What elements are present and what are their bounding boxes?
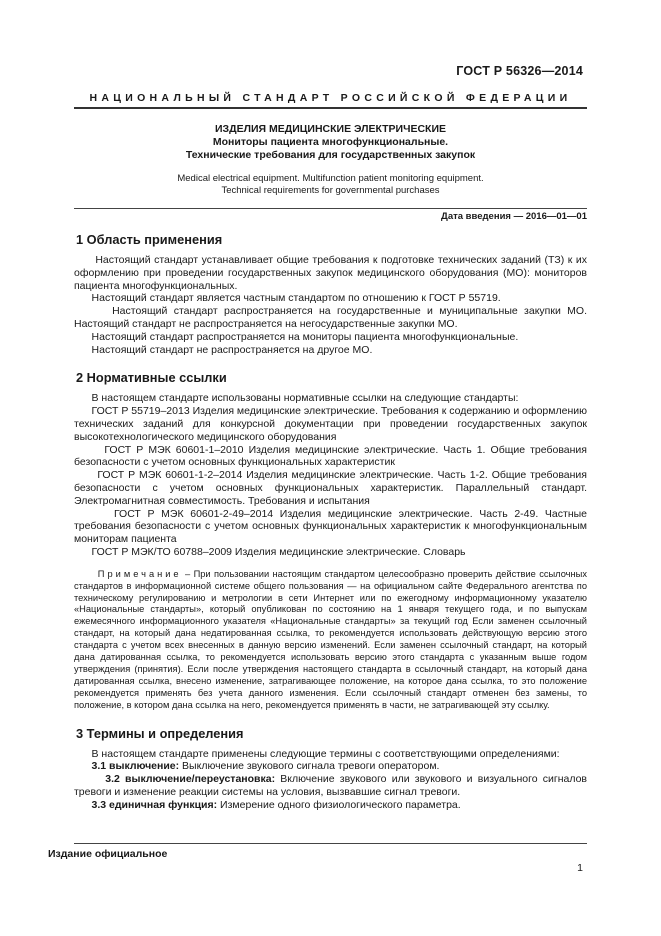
section-1-paragraph: Настоящий стандарт не распространяется на другое МО.: [91, 343, 373, 356]
term: 3.1 выключение:: [91, 760, 180, 773]
national-standard-banner: НАЦИОНАЛЬНЫЙ СТАНДАРТ РОССИЙСКОЙ ФЕДЕРАЦИИ: [89, 92, 572, 104]
definition: Выключение звукового сигнала тревоги оператором.: [179, 760, 440, 773]
definition: Включение звукового или звукового и визуального сигналов тревоги и изменение реакции системы на условия, вызвавшие сигнал тревоги.: [74, 773, 587, 798]
normative-reference: ГОСТ Р МЭК 60601-2-49–2014 Изделия медицинские электрические. Часть 2-49. Частные требования безопасности с учетом основных функциональных характеристик к многофункциональным мониторам пациента: [74, 507, 588, 546]
section-2-intro: В настоящем стандарте использованы нормативные ссылки на следующие стандарты:: [91, 392, 519, 405]
footer-divider: [74, 843, 587, 844]
top-divider: [74, 107, 587, 109]
title-line-1: ИЗДЕЛИЯ МЕДИЦИНСКИЕ ЭЛЕКТРИЧЕСКИЕ: [214, 123, 447, 135]
title-line-2: Мониторы пациента многофункциональные.: [212, 136, 449, 148]
edition-label: Издание официальное: [48, 848, 168, 860]
normative-reference: ГОСТ Р МЭК/ТО 60788–2009 Изделия медицинские электрические. Словарь: [91, 545, 466, 558]
title-block: [74, 123, 587, 197]
title-english-1: Medical electrical equipment. Multifunction patient monitoring equipment.: [177, 173, 484, 184]
section-3-intro: В настоящем стандарте применены следующие термины с соответствующими определениями:: [91, 747, 560, 760]
section-2-heading: 2 Нормативные ссылки: [76, 370, 227, 386]
definition: Измерение одного физиологического параметра.: [217, 798, 461, 811]
normative-reference: ГОСТ Р МЭК 60601-1-2–2014 Изделия медицинские электрические. Часть 1-2. Общие требования безопасности с учетом основных функциональных характеристик. Параллельный стандарт. Электромагнитная совместимость. Требования и испытания: [74, 469, 587, 507]
term-definition: [74, 799, 587, 812]
note-text: – При пользовании настоящим стандартом целесообразно проверить действие ссылочных стандартов в информационной системе общего пользования — на официальном сайте Федерального агентства по техническому регулированию и метрологии в сети Интернет или по ежегодному информационному указателю «Национальные стандарты», который опубликован по состоянию на 1 января текущего года, и по выпускам ежемесячного информационного указателя «Национальные стандарты» за текущий год Если заменен ссылочный стандарт, на который дана недатированная ссылка, то рекомендуется использовать действующую версию этого стандарта с учетом всех внесенных в данную версию изменений. Если заменен ссылочный стандарт, на который дана датированная ссылка, то рекомендуется использовать версию этого стандарта с указанным выше годом утверждения (принятия). Если после утверждения настоящего стандарта в ссылочный стандарт, на который дана датированная ссылка, внесено изменение, затрагивающее положение, на которое дана ссылка, то это положение рекомендуется применять без учета данного изменения. Если ссылочный стандарт отменен без замены, то положение, в котором дана ссылка на него, рекомендуется применять в части, не затрагивающей эту ссылку.: [74, 568, 587, 710]
section-3-heading: 3 Термины и определения: [76, 725, 244, 741]
note-label: Примечание: [97, 568, 182, 579]
date-divider: [74, 208, 587, 209]
term-definition: [74, 760, 587, 773]
title-line-3: Технические требования для государственных закупок: [185, 149, 476, 161]
normative-reference: ГОСТ Р 55719–2013 Изделия медицинские электрические. Требования к содержанию и оформлению технических заданий для конкурсной документации при проведении государственных закупок высокотехнологического медицинского оборудования: [74, 405, 587, 443]
term: 3.3 единичная функция:: [91, 798, 218, 811]
note: [74, 569, 587, 712]
term: 3.2 выключение/переустановка:: [105, 773, 276, 786]
term-definition: [74, 773, 587, 799]
section-1-paragraph: Настоящий стандарт распространяется на государственные и муниципальные закупки МО. Настоящий стандарт не распространяется на негосударственные закупки МО.: [74, 305, 587, 330]
effective-date: Дата введения — 2016—01—01: [441, 211, 587, 222]
section-1-paragraph: Настоящий стандарт устанавливает общие требования к подготовке технических заданий (ТЗ) к их оформлению при проведении государственных закупок медицинского оборудования (МО): мониторов пациента многофункциональных.: [74, 254, 587, 292]
gost-number: ГОСТ Р 56326—2014: [456, 64, 583, 78]
normative-reference: ГОСТ Р МЭК 60601-1–2010 Изделия медицинские электрические. Часть 1. Общие требования безопасности с учетом основных функциональных характеристик: [74, 443, 587, 469]
section-1-paragraph: Настоящий стандарт является частным стандартом по отношению к ГОСТ Р 55719.: [91, 292, 501, 305]
title-english-2: Technical requirements for governmental purchases: [221, 185, 440, 196]
section-1-heading: 1 Область применения: [76, 232, 223, 247]
page-number: 1: [577, 862, 583, 874]
section-1-paragraph: Настоящий стандарт распространяется на мониторы пациента многофункциональные.: [91, 330, 519, 343]
main-content: [74, 232, 587, 812]
